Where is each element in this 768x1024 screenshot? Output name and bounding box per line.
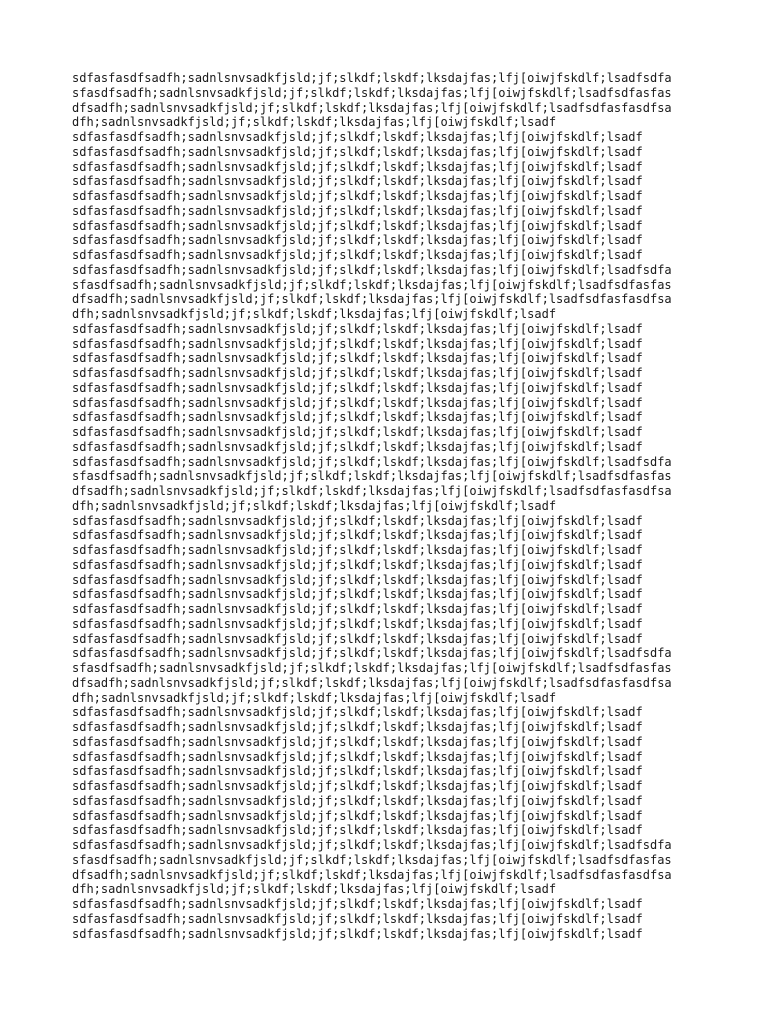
text-line: dfsadfh;sadnlsnvsadkfjsld;jf;slkdf;lskdf;lksdajfas;lfj[oiwjfskdlf;lsadfsdfasfasdfsa: [72, 100, 672, 115]
text-line: sdfasfasdfsadfh;sadnlsnvsadkfjsld;jf;slkdf;lskdf;lksdajfas;lfj[oiwjfskdlf;lsadf: [72, 764, 643, 779]
text-line: sfasdfsadfh;sadnlsnvsadkfjsld;jf;slkdf;lskdf;lksdajfas;lfj[oiwjfskdlf;lsadfsdfasfas: [72, 852, 672, 867]
text-line: sdfasfasdfsadfh;sadnlsnvsadkfjsld;jf;slkdf;lskdf;lksdajfas;lfj[oiwjfskdlf;lsadf: [72, 911, 643, 926]
text-line: sdfasfasdfsadfh;sadnlsnvsadkfjsld;jf;slkdf;lskdf;lksdajfas;lfj[oiwjfskdlf;lsadf: [72, 720, 643, 734]
text-line: sdfasfasdfsadfh;sadnlsnvsadkfjsld;jf;slkdf;lskdf;lksdajfas;lfj[oiwjfskdlf;lsadf: [72, 336, 643, 351]
text-line: sdfasfasdfsadfh;sadnlsnvsadkfjsld;jf;slkdf;lskdf;lksdajfas;lfj[oiwjfskdlf;lsadf: [72, 793, 643, 808]
text-line: sdfasfasdfsadfh;sadnlsnvsadkfjsld;jf;slkdf;lskdf;lksdajfas;lfj[oiwjfskdlf;lsadf: [72, 543, 643, 557]
text-line: sfasdfsadfh;sadnlsnvsadkfjsld;jf;slkdf;lskdf;lksdajfas;lfj[oiwjfskdlf;lsadfsdfasfas: [72, 85, 672, 100]
text-line: sdfasfasdfsadfh;sadnlsnvsadkfjsld;jf;slkdf;lskdf;lksdajfas;lfj[oiwjfskdlf;lsadf: [72, 218, 643, 233]
text-line: sdfasfasdfsadfh;sadnlsnvsadkfjsld;jf;slkdf;lskdf;lksdajfas;lfj[oiwjfskdlf;lsadf: [72, 395, 643, 410]
text-line: sdfasfasdfsadfh;sadnlsnvsadkfjsld;jf;slkdf;lskdf;lksdajfas;lfj[oiwjfskdlf;lsadfsdfa: [72, 71, 672, 85]
text-line: sdfasfasdfsadfh;sadnlsnvsadkfjsld;jf;slkdf;lskdf;lksdajfas;lfj[oiwjfskdlf;lsadf: [72, 203, 643, 218]
text-line: sdfasfasdfsadfh;sadnlsnvsadkfjsld;jf;slkdf;lskdf;lksdajfas;lfj[oiwjfskdlf;lsadf: [72, 130, 643, 144]
text-line: sdfasfasdfsadfh;sadnlsnvsadkfjsld;jf;slkdf;lskdf;lksdajfas;lfj[oiwjfskdlf;lsadf: [72, 410, 643, 425]
text-line: sdfasfasdfsadfh;sadnlsnvsadkfjsld;jf;slkdf;lskdf;lksdajfas;lfj[oiwjfskdlf;lsadf: [72, 174, 643, 189]
text-line: dfh;sadnlsnvsadkfjsld;jf;slkdf;lskdf;lksdajfas;lfj[oiwjfskdlf;lsadf: [72, 498, 557, 513]
text-line: sdfasfasdfsadfh;sadnlsnvsadkfjsld;jf;slkdf;lskdf;lksdajfas;lfj[oiwjfskdlf;lsadf: [72, 159, 643, 174]
text-line: dfh;sadnlsnvsadkfjsld;jf;slkdf;lskdf;lksdajfas;lfj[oiwjfskdlf;lsadf: [72, 307, 557, 321]
text-line: sdfasfasdfsadfh;sadnlsnvsadkfjsld;jf;slkdf;lskdf;lksdajfas;lfj[oiwjfskdlf;lsadfsdfa: [72, 454, 672, 469]
text-line: sfasdfsadfh;sadnlsnvsadkfjsld;jf;slkdf;lskdf;lksdajfas;lfj[oiwjfskdlf;lsadfsdfasfas: [72, 277, 672, 292]
text-line: sdfasfasdfsadfh;sadnlsnvsadkfjsld;jf;slkdf;lskdf;lksdajfas;lfj[oiwjfskdlf;lsadf: [72, 823, 643, 838]
text-line: sdfasfasdfsadfh;sadnlsnvsadkfjsld;jf;slkdf;lskdf;lksdajfas;lfj[oiwjfskdlf;lsadf: [72, 248, 643, 262]
text-line: sdfasfasdfsadfh;sadnlsnvsadkfjsld;jf;slkdf;lskdf;lksdajfas;lfj[oiwjfskdlf;lsadf: [72, 513, 643, 528]
text-line: sdfasfasdfsadfh;sadnlsnvsadkfjsld;jf;slkdf;lskdf;lksdajfas;lfj[oiwjfskdlf;lsadf: [72, 557, 643, 572]
text-line: sdfasfasdfsadfh;sadnlsnvsadkfjsld;jf;slkdf;lskdf;lksdajfas;lfj[oiwjfskdlf;lsadf: [72, 572, 643, 587]
text-line: dfsadfh;sadnlsnvsadkfjsld;jf;slkdf;lskdf;lksdajfas;lfj[oiwjfskdlf;lsadfsdfasfasdfsa: [72, 292, 672, 307]
text-line: dfh;sadnlsnvsadkfjsld;jf;slkdf;lskdf;lksdajfas;lfj[oiwjfskdlf;lsadf: [72, 690, 557, 705]
text-line: sdfasfasdfsadfh;sadnlsnvsadkfjsld;jf;slkdf;lskdf;lksdajfas;lfj[oiwjfskdlf;lsadf: [72, 926, 643, 941]
text-line: sdfasfasdfsadfh;sadnlsnvsadkfjsld;jf;slkdf;lskdf;lksdajfas;lfj[oiwjfskdlf;lsadf: [72, 808, 643, 823]
text-line: sdfasfasdfsadfh;sadnlsnvsadkfjsld;jf;slkdf;lskdf;lksdajfas;lfj[oiwjfskdlf;lsadf: [72, 587, 643, 602]
text-line: sdfasfasdfsadfh;sadnlsnvsadkfjsld;jf;slkdf;lskdf;lksdajfas;lfj[oiwjfskdlf;lsadf: [72, 631, 643, 646]
text-line: dfh;sadnlsnvsadkfjsld;jf;slkdf;lskdf;lksdajfas;lfj[oiwjfskdlf;lsadf: [72, 115, 557, 130]
text-line: dfsadfh;sadnlsnvsadkfjsld;jf;slkdf;lskdf;lksdajfas;lfj[oiwjfskdlf;lsadfsdfasfasdfsa: [72, 867, 672, 882]
text-line: sdfasfasdfsadfh;sadnlsnvsadkfjsld;jf;slkdf;lskdf;lksdajfas;lfj[oiwjfskdlf;lsadf: [72, 439, 643, 454]
text-line: sfasdfsadfh;sadnlsnvsadkfjsld;jf;slkdf;lskdf;lksdajfas;lfj[oiwjfskdlf;lsadfsdfasfas: [72, 469, 672, 484]
text-line: sdfasfasdfsadfh;sadnlsnvsadkfjsld;jf;slkdf;lskdf;lksdajfas;lfj[oiwjfskdlf;lsadf: [72, 351, 643, 366]
text-line: sdfasfasdfsadfh;sadnlsnvsadkfjsld;jf;slkdf;lskdf;lksdajfas;lfj[oiwjfskdlf;lsadf: [72, 705, 643, 720]
text-line: sdfasfasdfsadfh;sadnlsnvsadkfjsld;jf;slkdf;lskdf;lksdajfas;lfj[oiwjfskdlf;lsadf: [72, 897, 643, 911]
text-line: sdfasfasdfsadfh;sadnlsnvsadkfjsld;jf;slkdf;lskdf;lksdajfas;lfj[oiwjfskdlf;lsadf: [72, 189, 643, 203]
document-body: [72, 71, 702, 941]
text-line: sdfasfasdfsadfh;sadnlsnvsadkfjsld;jf;slkdf;lskdf;lksdajfas;lfj[oiwjfskdlf;lsadf: [72, 616, 643, 631]
text-line: dfsadfh;sadnlsnvsadkfjsld;jf;slkdf;lskdf;lksdajfas;lfj[oiwjfskdlf;lsadfsdfasfasdfsa: [72, 484, 672, 498]
text-line: sdfasfasdfsadfh;sadnlsnvsadkfjsld;jf;slkdf;lskdf;lksdajfas;lfj[oiwjfskdlf;lsadf: [72, 779, 643, 793]
text-line: sdfasfasdfsadfh;sadnlsnvsadkfjsld;jf;slkdf;lskdf;lksdajfas;lfj[oiwjfskdlf;lsadf: [72, 321, 643, 336]
text-line: sdfasfasdfsadfh;sadnlsnvsadkfjsld;jf;slkdf;lskdf;lksdajfas;lfj[oiwjfskdlf;lsadfsdfa: [72, 646, 672, 661]
text-line: sfasdfsadfh;sadnlsnvsadkfjsld;jf;slkdf;lskdf;lksdajfas;lfj[oiwjfskdlf;lsadfsdfasfas: [72, 661, 672, 675]
text-line: sdfasfasdfsadfh;sadnlsnvsadkfjsld;jf;slkdf;lskdf;lksdajfas;lfj[oiwjfskdlf;lsadf: [72, 425, 643, 439]
text-line: sdfasfasdfsadfh;sadnlsnvsadkfjsld;jf;slkdf;lskdf;lksdajfas;lfj[oiwjfskdlf;lsadf: [72, 528, 643, 543]
text-line: dfh;sadnlsnvsadkfjsld;jf;slkdf;lskdf;lksdajfas;lfj[oiwjfskdlf;lsadf: [72, 882, 557, 897]
text-line: sdfasfasdfsadfh;sadnlsnvsadkfjsld;jf;slkdf;lskdf;lksdajfas;lfj[oiwjfskdlf;lsadf: [72, 380, 643, 395]
text-line: sdfasfasdfsadfh;sadnlsnvsadkfjsld;jf;slkdf;lskdf;lksdajfas;lfj[oiwjfskdlf;lsadf: [72, 366, 643, 380]
text-line: sdfasfasdfsadfh;sadnlsnvsadkfjsld;jf;slkdf;lskdf;lksdajfas;lfj[oiwjfskdlf;lsadf: [72, 602, 643, 616]
text-line: sdfasfasdfsadfh;sadnlsnvsadkfjsld;jf;slkdf;lskdf;lksdajfas;lfj[oiwjfskdlf;lsadf: [72, 233, 643, 248]
text-line: dfsadfh;sadnlsnvsadkfjsld;jf;slkdf;lskdf;lksdajfas;lfj[oiwjfskdlf;lsadfsdfasfasdfsa: [72, 675, 672, 690]
text-line: sdfasfasdfsadfh;sadnlsnvsadkfjsld;jf;slkdf;lskdf;lksdajfas;lfj[oiwjfskdlf;lsadfsdfa: [72, 838, 672, 852]
text-line: sdfasfasdfsadfh;sadnlsnvsadkfjsld;jf;slkdf;lskdf;lksdajfas;lfj[oiwjfskdlf;lsadf: [72, 734, 643, 749]
text-line: sdfasfasdfsadfh;sadnlsnvsadkfjsld;jf;slkdf;lskdf;lksdajfas;lfj[oiwjfskdlf;lsadfsdfa: [72, 262, 672, 277]
text-line: sdfasfasdfsadfh;sadnlsnvsadkfjsld;jf;slkdf;lskdf;lksdajfas;lfj[oiwjfskdlf;lsadf: [72, 144, 643, 159]
text-line: sdfasfasdfsadfh;sadnlsnvsadkfjsld;jf;slkdf;lskdf;lksdajfas;lfj[oiwjfskdlf;lsadf: [72, 749, 643, 764]
